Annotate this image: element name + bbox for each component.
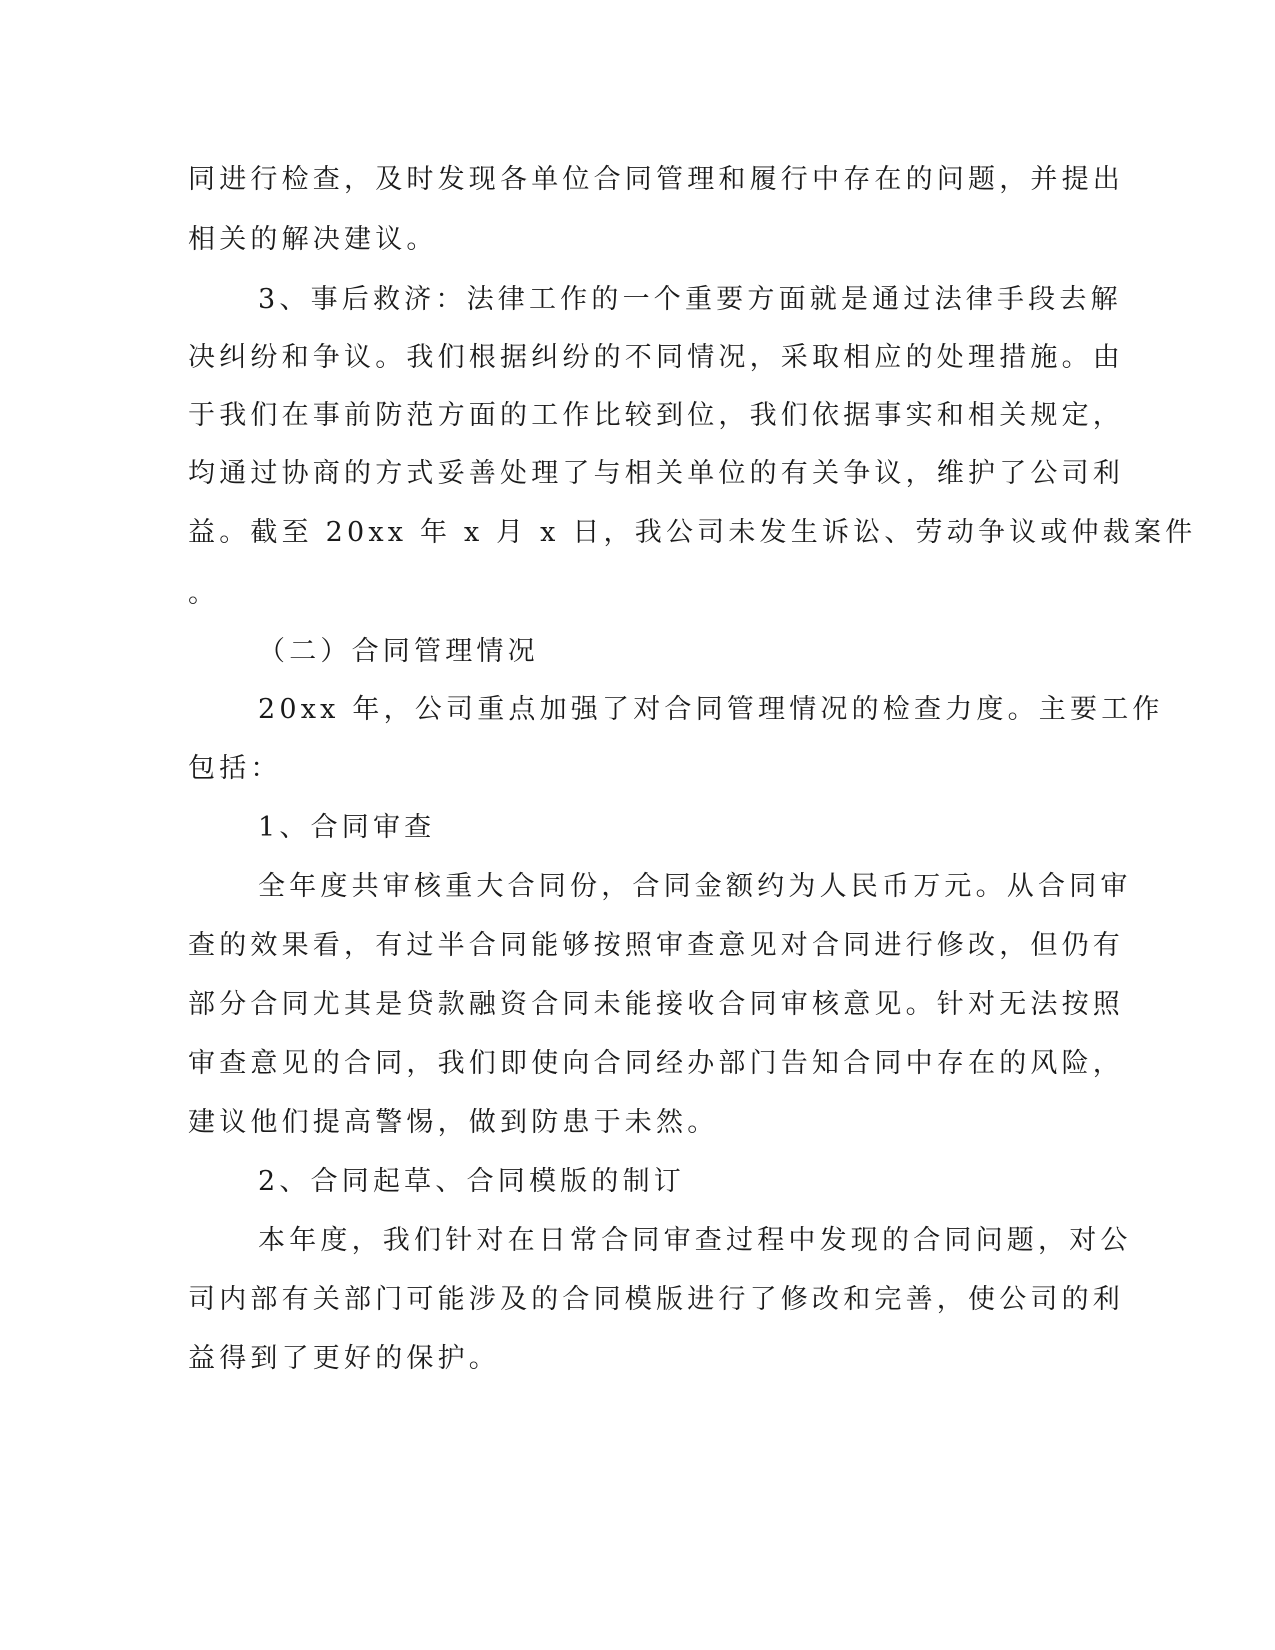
- text-line: 益得到了更好的保护。: [188, 1343, 500, 1374]
- text-line: 20xx 年，公司重点加强了对合同管理情况的检查力度。主要工作: [258, 694, 1164, 725]
- text-line: 审查意见的合同，我们即使向合同经办部门告知合同中存在的风险，: [188, 1048, 1124, 1079]
- text-line: 3、事后救济：法律工作的一个重要方面就是通过法律手段去解: [258, 284, 1122, 315]
- text-line: 全年度共审核重大合同份，合同金额约为人民币万元。从合同审: [258, 871, 1132, 902]
- text-line: 部分合同尤其是贷款融资合同未能接收合同审核意见。针对无法按照: [188, 989, 1124, 1020]
- subsection-heading: 1、合同审查: [258, 812, 436, 843]
- text-line: 本年度，我们针对在日常合同审查过程中发现的合同问题，对公: [258, 1225, 1132, 1256]
- text-line: 均通过协商的方式妥善处理了与相关单位的有关争议，维护了公司利: [188, 458, 1124, 489]
- section-heading: （二）合同管理情况: [258, 636, 539, 667]
- text-line: 于我们在事前防范方面的工作比较到位，我们依据事实和相关规定，: [188, 400, 1124, 431]
- text-line: 相关的解决建议。: [188, 224, 438, 255]
- text-line: 司内部有关部门可能涉及的合同模版进行了修改和完善，使公司的利: [188, 1284, 1124, 1315]
- text-line: 益。截至 20xx 年 x 月 x 日，我公司未发生诉讼、劳动争议或仲裁案件: [188, 517, 1197, 548]
- text-line: 查的效果看，有过半合同能够按照审查意见对合同进行修改，但仍有: [188, 930, 1124, 961]
- text-line: 同进行检查，及时发现各单位合同管理和履行中存在的问题，并提出: [188, 164, 1124, 195]
- text-line: 。: [188, 578, 220, 609]
- text-line: 决纠纷和争议。我们根据纠纷的不同情况，采取相应的处理措施。由: [188, 342, 1124, 373]
- text-line: 建议他们提高警惕，做到防患于未然。: [188, 1107, 719, 1138]
- text-line: 包括：: [188, 753, 282, 784]
- subsection-heading: 2、合同起草、合同模版的制订: [258, 1166, 685, 1197]
